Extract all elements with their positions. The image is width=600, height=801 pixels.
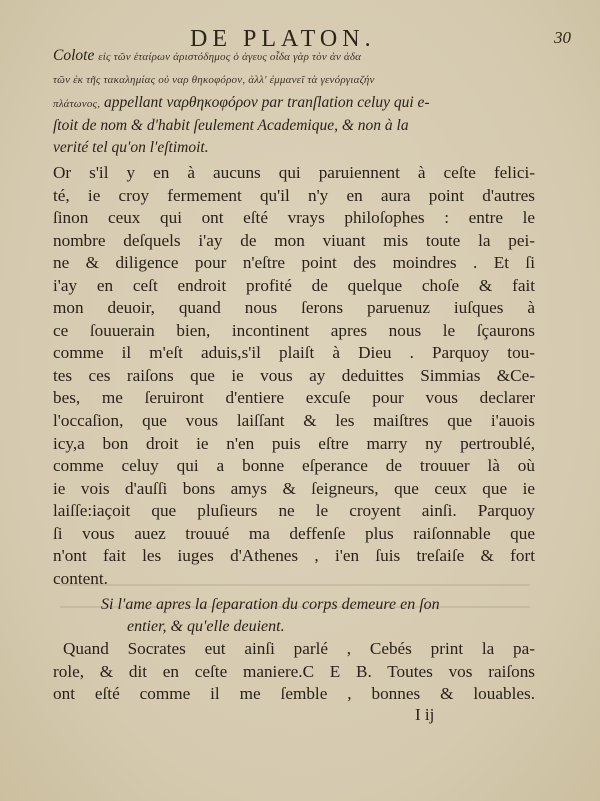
note-text: verité tel qu'on l'eſtimoit.: [53, 138, 209, 156]
note-text: ſtoit de nom & d'habit ſeulement Academique, & non à la: [53, 117, 409, 135]
text-line: ſi vous auez trouué ma deffenſe plus raiſonnable que: [53, 523, 535, 543]
text-line: bes, me ſeruiront d'entiere excuſe pour vous declarer: [53, 388, 535, 408]
note-line-2: [53, 68, 533, 91]
text-line: laiſſe:iaçoit que pluſieurs ne le croyent ainſi. Parquoy: [53, 501, 535, 521]
text-line: i'ay en ceſt endroit profité de quelque choſe & fait: [53, 275, 535, 295]
main-paragraph: [53, 162, 535, 590]
text-line: Or s'il y en à aucuns qui paruiennent à ceſte felici-: [53, 163, 535, 182]
greek-text: πλάτωνος,: [53, 97, 101, 110]
text-line: ont eſté comme il me ſemble , bonnes & louables.: [53, 684, 535, 704]
text-line: nombre deſquels i'ay de mon viuant mis toute la pei-: [53, 230, 535, 250]
note-line-3: [53, 92, 533, 115]
heading-line-1: Si l'ame apres la ſeparation du corps demeure en ſon: [101, 596, 440, 613]
note-line-5: [53, 137, 533, 158]
section-heading: [53, 594, 535, 638]
text-line: ce ſouuerain bien, incontinent apres nous le ſçaurons: [53, 320, 535, 340]
text-line: ſinon ceux qui ont eſté vrays philoſophes : entre le: [53, 208, 535, 228]
running-head: DE PLATON.: [190, 26, 376, 52]
note-line-1: [53, 45, 533, 68]
text-line: té, ie croy fermement qu'il n'y en aura point d'autres: [53, 185, 535, 205]
text-line: ne & diligence pour n'eſtre point des moindres . Et ſi: [53, 253, 535, 273]
text-line: comme celuy qui a bonne eſperance de trouuer là où: [53, 456, 535, 476]
page-number: 30: [554, 28, 571, 47]
text-line: ie vois d'auſſi bons amys & ſeigneurs, que ceux que ie: [53, 478, 535, 498]
second-paragraph: [53, 638, 535, 706]
greek-text: τῶν ἐκ τῆς τακαλημίας οὐ ναρ θηκοφόρον, ἀλλ' ἐμμανεῖ τὰ γενόργιαζήν: [53, 74, 375, 87]
note-text: appellant ναρθηκοφόρον par tranſlation celuy qui e-: [100, 93, 430, 111]
text-line: icy,a bon droit ie n'en puis eſtre marry ny pertroublé,: [53, 433, 535, 453]
greek-note: [53, 45, 533, 158]
text-line: Quand Socrates eut ainſi parlé , Cebés print la pa-: [63, 639, 535, 658]
text-line: l'occaſion, que vous laiſſant & les maiſtres que i'auois: [53, 411, 535, 431]
greek-text: εἰς τῶν ἑταίρων ἀριστόδημος ὁ ἀγευς οἶδα γὰρ τὸν ἀν ἀδα: [98, 51, 362, 63]
heading-line-2: entier, & qu'elle deuient.: [127, 618, 285, 635]
signature-mark: I ij: [415, 705, 435, 724]
text-line: mon deuoir, quand nous ſerons paruenuz iuſques à: [53, 298, 535, 318]
note-line-4: [53, 115, 533, 136]
text-line: comme il m'eſt aduis,s'il plaiſt à Dieu . Parquoy tou-: [53, 343, 535, 363]
text-line: n'ont fait les iuges d'Athenes , i'en ſuis treſaiſe & fort: [53, 546, 535, 566]
text-line: content.: [53, 568, 108, 588]
text-line: tes ces raiſons que ie vous ay deduittes Simmias &Ce-: [53, 365, 535, 385]
note-prefix: Colote: [53, 47, 95, 64]
text-line: role, & dit en ceſte maniere.C E B. Toutes vos raiſons: [53, 661, 535, 681]
